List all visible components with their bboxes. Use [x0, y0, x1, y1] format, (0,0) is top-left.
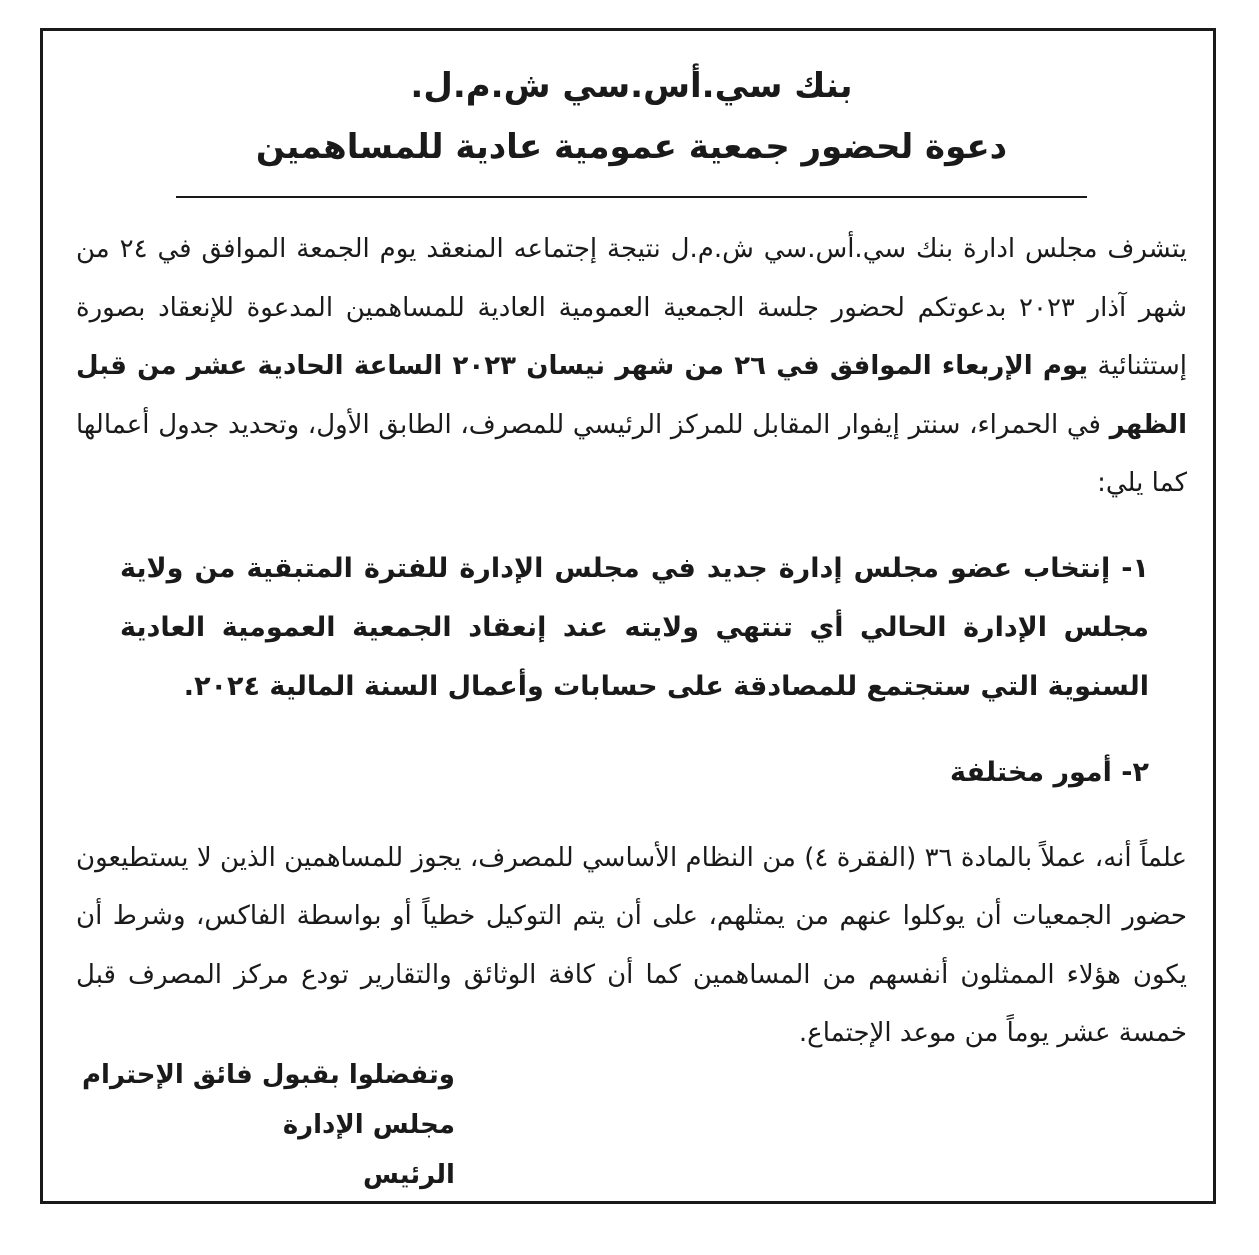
intro-text-end: في الحمراء، سنتر إيفوار المقابل للمركز الرئيسي للمصرف، الطابق الأول، وتحديد جدول أعمالها كما يلي: [76, 409, 1187, 498]
intro-paragraph [76, 220, 1187, 513]
notice-title: دعوة لحضور جمعية عمومية عادية للمساهمين [255, 127, 1008, 167]
agenda-item-2: ٢- أمور مختلفة [950, 756, 1149, 788]
title-divider [176, 196, 1087, 198]
notice-content [76, 56, 1187, 1089]
signature-block [82, 1050, 455, 1200]
bank-name: بنك سي.أس.سي ش.م.ل. [410, 66, 853, 106]
proxy-note-paragraph: علماً أنه، عملاً بالمادة ٣٦ (الفقرة ٤) من النظام الأساسي للمصرف، يجوز للمساهمين الذين لا يستطيعون حضور الجمعيات أن يوكلوا عنهم من يمثلهم، على أن يتم التوكيل خطياً أو بواسطة الفاكس، وشرط أن يكون هؤلاء الممثلون أنفسهم من المساهمين كما أن كافة الوثائق والتقارير تودع مركز المصرف قبل خمسة عشر يوماً من موعد الإجتماع. [76, 842, 1188, 1048]
meeting-date-time: يوم الإربعاء الموافق في ٢٦ من شهر نيسان ٢٠٢٣ الساعة الحادية عشر من قبل الظهر [76, 351, 1187, 440]
chairman-line: الرئيس [362, 1160, 455, 1190]
closing-line: وتفضلوا بقبول فائق الإحترام [82, 1060, 455, 1090]
agenda-item-1: ١- إنتخاب عضو مجلس إدارة جديد في مجلس الإدارة للفترة المتبقية من ولاية مجلس الإدارة الحالي أي تنتهي ولايته عند إنعقاد الجمعية العمومية العادية السنوية التي ستجتمع للمصادقة على حسابات وأعمال السنة المالية ٢٠٢٤. [120, 552, 1149, 702]
board-line: مجلس الإدارة [282, 1110, 455, 1140]
notice-header [156, 56, 1107, 178]
intro-text-start: يتشرف مجلس ادارة بنك سي.أس.سي ش.م.ل نتيجة إجتماعه المنعقد يوم الجمعة الموافق في ٢٤ من شهر آذار ٢٠٢٣ بدعوتكم لحضور جلسة الجمعية العمومية العادية للمساهمين المدعوة للإنعقاد بصورة إستثنائية [76, 234, 1187, 381]
